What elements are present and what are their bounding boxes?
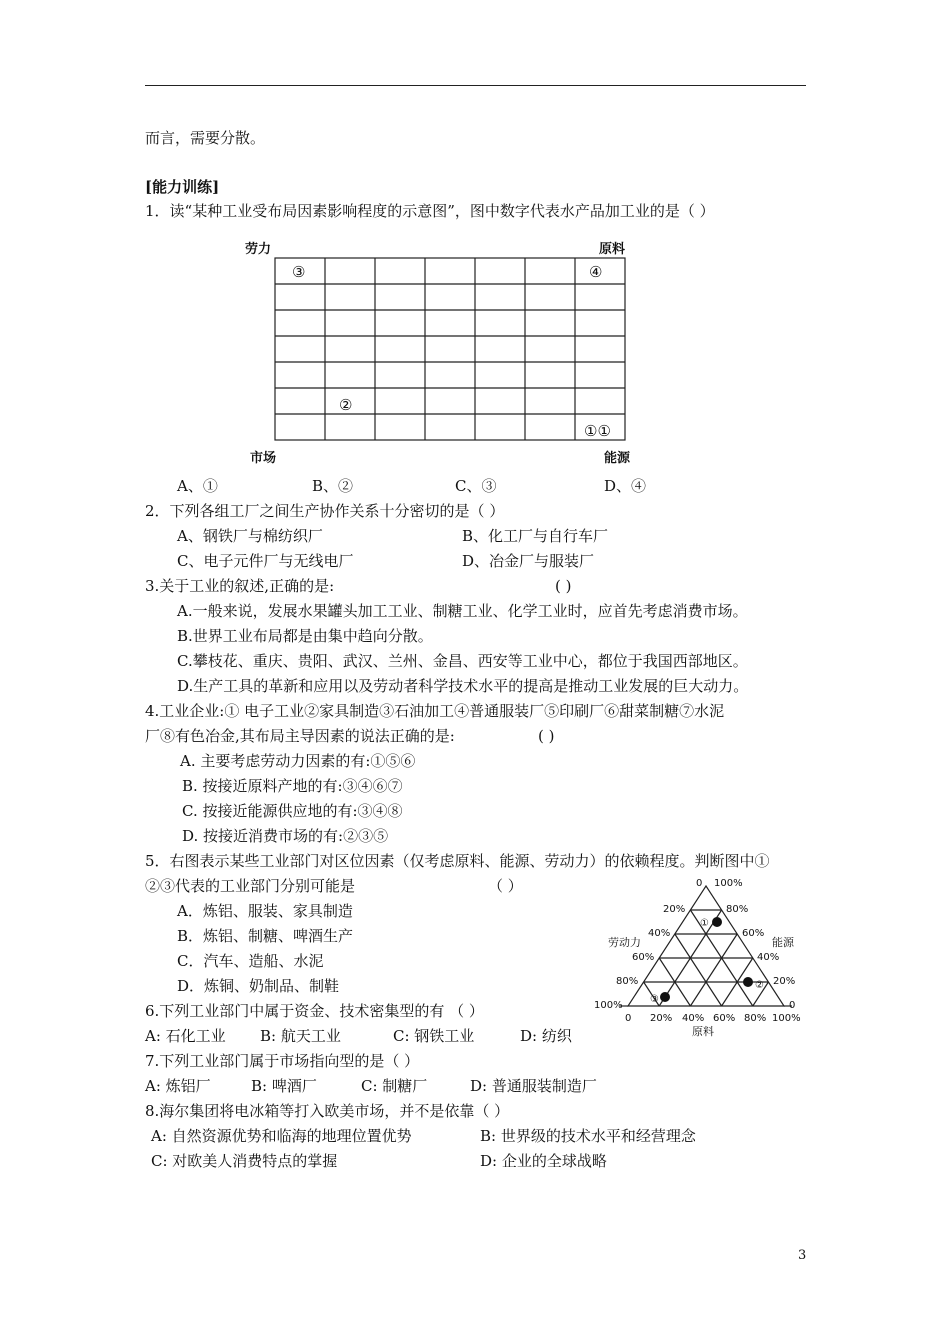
q5-axis-label-energy: 能源 [772, 936, 794, 949]
q5-bottom-tick-60: 60% [713, 1013, 736, 1024]
q5-bottom-tick-40: 40% [682, 1013, 705, 1024]
q6-stem: 6.下列工业部门中属于资金、技术密集型的有 （ ） [145, 1002, 484, 1020]
q5-point-3 [660, 992, 670, 1002]
q6-option-d: D: 纺织 [520, 1027, 572, 1045]
q5-left-tick-60: 60% [632, 952, 655, 963]
section-title: [能力训练] [145, 178, 220, 196]
q1-option-c: C、③ [455, 477, 497, 495]
q4-option-c: C. 按接近能源供应地的有:③④⑧ [182, 802, 403, 820]
q5-point-label-3: ③ [650, 994, 659, 1005]
q7-option-a: A: 炼铝厂 [145, 1077, 211, 1095]
q1-option-d: D、④ [604, 477, 647, 495]
q1-label-market: 市场 [250, 451, 277, 466]
q3-option-a: A.一般来说，发展水果罐头加工工业、制糖工业、化学工业时，应首先考虑消费市场。 [177, 602, 748, 620]
q2-stem: 2．下列各组工厂之间生产协作关系十分密切的是（ ） [145, 502, 505, 520]
q1-mark-1: ①① [584, 422, 611, 440]
q7-stem: 7.下列工业部门属于市场指向型的是（ ） [145, 1052, 420, 1070]
header-rule [145, 85, 806, 86]
q5-option-b: B．炼铝、制糖、啤酒生产 [177, 927, 354, 945]
q5-point-1 [712, 917, 722, 927]
q6-option-c: C: 钢铁工业 [393, 1027, 475, 1045]
q8-option-c: C: 对欧美人消费特点的掌握 [151, 1152, 338, 1170]
q5-bottom-tick-20: 20% [650, 1013, 673, 1024]
q5-axis-label-material: 原料 [692, 1025, 714, 1038]
q3-option-d: D.生产工具的革新和应用以及劳动者科学技术水平的提高是推动工业发展的巨大动力。 [177, 677, 749, 695]
intro-line: 而言，需要分散。 [145, 129, 266, 147]
q1-label-material: 原料 [599, 242, 626, 257]
q5-option-c: C．汽车、造船、水泥 [177, 952, 324, 970]
q8-option-a: A: 自然资源优势和临海的地理位置优势 [151, 1127, 412, 1145]
q4-option-a: A. 主要考虑劳动力因素的有:①⑤⑥ [180, 752, 416, 770]
q1-mark-4: ④ [589, 263, 603, 281]
q5-bottom-tick-80: 80% [744, 1013, 767, 1024]
q5-point-label-2: ② [755, 980, 764, 991]
q4-option-d: D. 按接近消费市场的有:②③⑤ [182, 827, 389, 845]
q6-option-b: B: 航天工业 [260, 1027, 341, 1045]
q1-label-labor: 劳力 [245, 242, 272, 257]
q5-left-tick-100: 100% [594, 1000, 623, 1011]
q5-right-tick-60: 60% [742, 928, 765, 939]
q5-right-tick-0: 0 [789, 1000, 796, 1011]
q5-triangle-figure [592, 872, 808, 1040]
q5-left-tick-80: 80% [616, 976, 639, 987]
q5-option-d: D．炼铜、奶制品、制鞋 [177, 977, 340, 995]
q5-left-tick-0: 0 [696, 878, 703, 889]
q3-option-b: B.世界工业布局都是由集中趋向分散。 [177, 627, 433, 645]
q1-label-energy: 能源 [604, 451, 631, 466]
q1-stem: 1．读“某种工业受布局因素影响程度的示意图”，图中数字代表水产品加工业的是（ ） [145, 202, 715, 220]
q5-stem-line2: ②③代表的工业部门分别可能是 [145, 877, 356, 895]
q5-point-label-1: ① [700, 918, 709, 929]
q4-option-b: B. 按接近原料产地的有:③④⑥⑦ [182, 777, 403, 795]
q1-grid-figure [270, 254, 630, 444]
q2-option-c: C、电子元件厂与无线电厂 [177, 552, 354, 570]
q7-option-d: D: 普通服装制造厂 [470, 1077, 597, 1095]
q5-right-tick-100: 100% [714, 878, 743, 889]
q4-stem-line2: 厂⑧有色冶金,其布局主导因素的说法正确的是: [145, 727, 455, 745]
q3-option-c: C.攀枝花、重庆、贵阳、武汉、兰州、金昌、西安等工业中心，都位于我国西部地区。 [177, 652, 748, 670]
q5-bottom-tick-0: 0 [625, 1013, 632, 1024]
q8-option-d: D: 企业的全球战略 [480, 1152, 607, 1170]
q5-bottom-tick-100: 100% [772, 1013, 801, 1024]
q5-bracket: （ ） [488, 877, 523, 895]
q1-option-a: A、① [177, 477, 218, 495]
q8-stem: 8.海尔集团将电冰箱等打入欧美市场，并不是依靠（ ） [145, 1102, 510, 1120]
q5-right-tick-20: 20% [773, 976, 796, 987]
q2-option-b: B、化工厂与自行车厂 [462, 527, 609, 545]
q2-option-d: D、冶金厂与服装厂 [462, 552, 595, 570]
q2-option-a: A、钢铁厂与棉纺织厂 [177, 527, 323, 545]
q7-option-c: C: 制糖厂 [361, 1077, 428, 1095]
q4-stem-line1: 4.工业企业:① 电子工业②家具制造③石油加工④普通服装厂⑤印刷厂⑥甜菜制糖⑦水泥 [145, 702, 725, 720]
q3-stem: 3.关于工业的叙述,正确的是: [145, 577, 335, 595]
q3-bracket: ( ) [555, 577, 572, 595]
q6-option-a: A: 石化工业 [145, 1027, 226, 1045]
q5-left-tick-40: 40% [648, 928, 671, 939]
q5-point-2 [743, 977, 753, 987]
q1-option-b: B、② [312, 477, 354, 495]
q1-mark-3: ③ [292, 263, 306, 281]
q1-mark-2: ② [339, 396, 353, 414]
q5-right-tick-80: 80% [726, 904, 749, 915]
q5-axis-label-labor: 劳动力 [608, 936, 641, 949]
q4-bracket: ( ) [538, 727, 555, 745]
q5-option-a: A．炼铝、服装、家具制造 [177, 902, 353, 920]
page-number: 3 [798, 1248, 807, 1263]
q7-option-b: B: 啤酒厂 [251, 1077, 317, 1095]
q8-option-b: B: 世界级的技术水平和经营理念 [480, 1127, 696, 1145]
q5-stem-line1: 5．右图表示某些工业部门对区位因素（仅考虑原料、能源、劳动力）的依赖程度。判断图中① [145, 852, 770, 870]
q5-right-tick-40: 40% [757, 952, 780, 963]
q5-left-tick-20: 20% [663, 904, 686, 915]
